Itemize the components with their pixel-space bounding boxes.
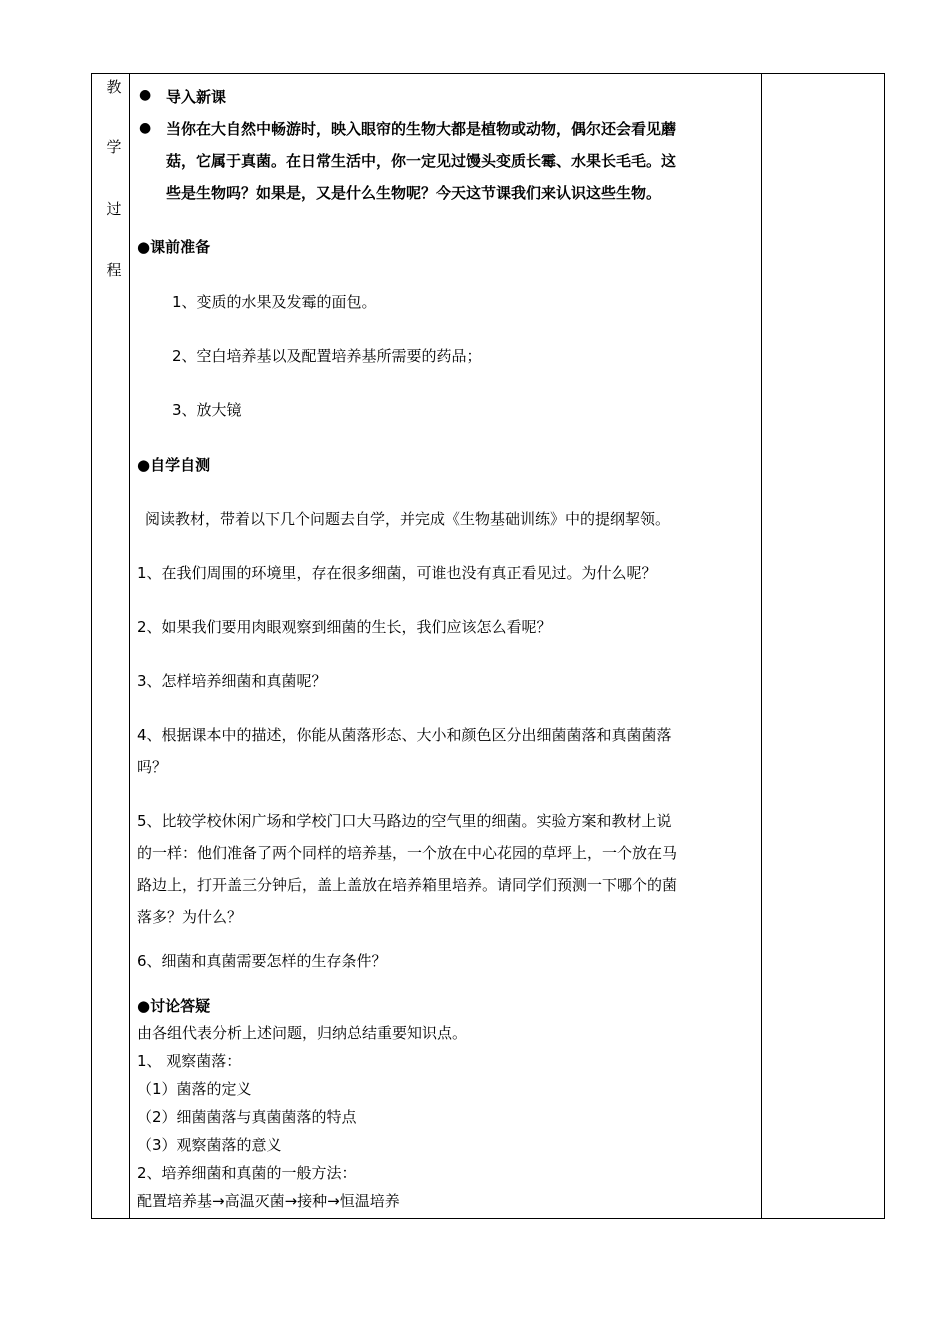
bullet-icon: ●: [139, 87, 152, 103]
discuss-line: （3）观察菌落的意义: [137, 1136, 282, 1154]
selftest-question-line: 路边上，打开盖三分钟后，盖上盖放在培养箱里培养。请同学们预测一下哪个的菌: [137, 876, 678, 894]
side-label-char: 过: [106, 200, 122, 218]
selftest-question: 6、细菌和真菌需要怎样的生存条件？: [137, 952, 387, 970]
selftest-question-line: 吗？: [137, 758, 168, 776]
discuss-heading: ●讨论答疑: [137, 997, 211, 1015]
intro-heading: 导入新课: [166, 88, 227, 106]
intro-paragraph-line: 当你在大自然中畅游时，映入眼帘的生物大都是植物或动物，偶尔还会看见蘑: [166, 120, 677, 138]
side-label-char: 学: [106, 138, 122, 156]
side-label-char: 教: [106, 78, 122, 96]
prep-item: 2、空白培养基以及配置培养基所需要的药品；: [172, 347, 482, 365]
prep-item: 1、变质的水果及发霉的面包。: [172, 293, 377, 311]
selftest-question-line: 落多？为什么？: [137, 908, 243, 926]
selftest-question-line: 4、根据课本中的描述，你能从菌落形态、大小和颜色区分出细菌菌落和真菌菌落: [137, 726, 672, 744]
discuss-line: （1）菌落的定义: [137, 1080, 252, 1098]
discuss-line: 配置培养基→高温灭菌→接种→恒温培养: [137, 1192, 400, 1210]
bullet-icon: ●: [139, 120, 152, 136]
prep-item: 3、放大镜: [172, 401, 242, 419]
selftest-question-line: 的一样：他们准备了两个同样的培养基，一个放在中心花园的草坪上，一个放在马: [137, 844, 678, 862]
selftest-heading: ●自学自测: [137, 456, 211, 474]
prep-heading: ●课前准备: [137, 238, 211, 256]
discuss-line: （2）细菌菌落与真菌菌落的特点: [137, 1108, 357, 1126]
discuss-line: 1、 观察菌落：: [137, 1052, 242, 1070]
selftest-question: 1、在我们周围的环境里，存在很多细菌，可谁也没有真正看见过。为什么呢？: [137, 564, 657, 582]
side-label-char: 程: [106, 261, 122, 279]
discuss-line: 由各组代表分析上述问题，归纳总结重要知识点。: [137, 1024, 468, 1042]
discuss-line: 2、培养细菌和真菌的一般方法：: [137, 1164, 357, 1182]
lesson-table: [91, 73, 885, 1219]
selftest-intro: 阅读教材，带着以下几个问题去自学，并完成《生物基础训练》中的提纲挈领。: [145, 510, 671, 528]
intro-paragraph-line: 些是生物吗？如果是，又是什么生物呢？今天这节课我们来认识这些生物。: [166, 184, 662, 202]
selftest-question: 3、怎样培养细菌和真菌呢？: [137, 672, 327, 690]
column-divider-left: [129, 73, 130, 1219]
selftest-question-line: 5、比较学校休闲广场和学校门口大马路边的空气里的细菌。实验方案和教材上说: [137, 812, 672, 830]
column-divider-right: [761, 73, 762, 1219]
intro-paragraph-line: 菇，它属于真菌。在日常生活中，你一定见过馒头变质长霉、水果长毛毛。这: [166, 152, 677, 170]
selftest-question: 2、如果我们要用肉眼观察到细菌的生长，我们应该怎么看呢？: [137, 618, 552, 636]
